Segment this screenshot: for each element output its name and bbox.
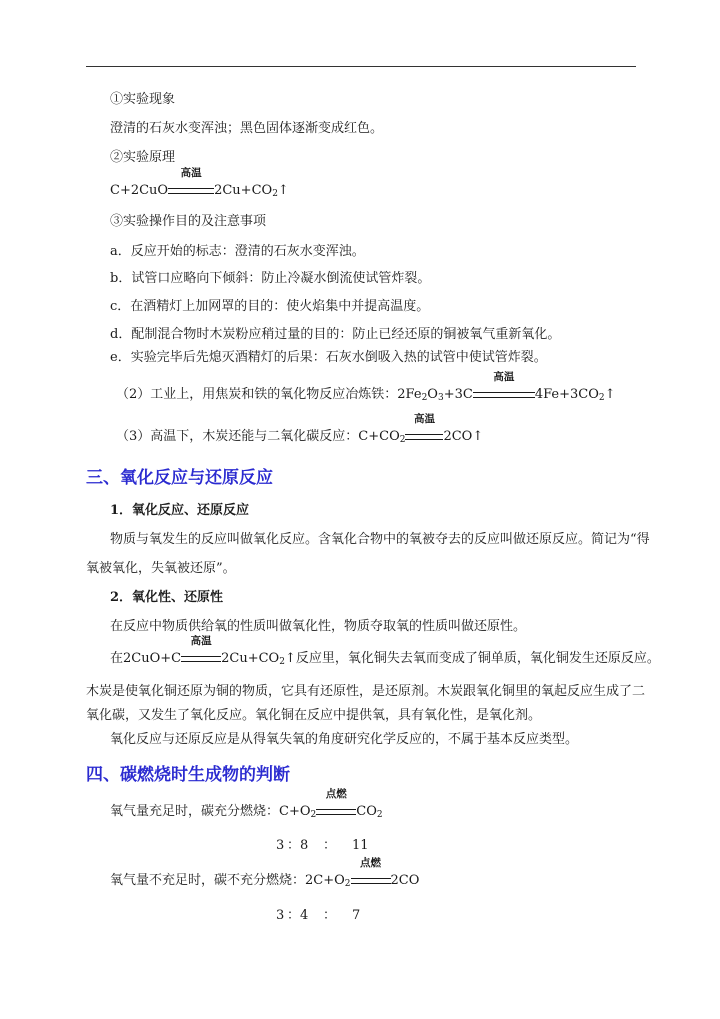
note-d: d．配制混合物时木炭粉应稍过量的目的：防止已经还原的铜被氧气重新氧化。 <box>110 327 561 342</box>
eq6-arrow <box>351 857 391 890</box>
item1-text: 澄清的石灰水变浑浊；黑色固体逐渐变成红色。 <box>110 121 384 136</box>
eq3-condition: 高温 <box>413 413 435 425</box>
paragraph-3: （3）高温下，木炭还能与二氧化碳反应：$C+CO_2$ 高温 2CO↑ <box>116 413 484 445</box>
note-a: a．反应开始的标志：澄清的石灰水变浑浊。 <box>110 244 365 259</box>
eq6-condition: 点燃 <box>360 857 382 869</box>
eq5-arrow <box>316 788 356 821</box>
eq4-condition: 高温 <box>190 635 212 647</box>
para1-line1: 物质与氧发生的反应叫做氧化反应。含氧化合物中的氧被夺去的反应叫做还原反应。简记为“得 <box>110 532 650 547</box>
eq3-arrow <box>405 413 443 446</box>
eq2-condition: 高温 <box>493 371 515 383</box>
eq1-right: $2Cu+CO_2↑$ <box>214 183 289 199</box>
section-3-heading: 三、氧化反应与还原反应 <box>86 468 273 488</box>
item3-title: ③实验操作目的及注意事项 <box>110 214 267 229</box>
item2-title: ②实验原理 <box>110 150 176 165</box>
eq4-arrow <box>181 635 221 668</box>
note-b: b．试管口应略向下倾斜：防止冷凝水倒流使试管炸裂。 <box>110 271 431 286</box>
para1-line2: 氧被氧化，失氧被还原”。 <box>86 561 236 576</box>
eq1-condition: 高温 <box>180 167 202 179</box>
equation-6-line: 氧气量不充足时，碳不充分燃烧：$2C+O_2$ 点燃 2CO <box>110 857 420 889</box>
eq1-left: C+2CuO <box>110 183 169 198</box>
equation-1 <box>110 167 289 200</box>
paragraph-2: （2）工业上，用焦炭和铁的氧化物反应冶炼铁：$2Fe_2O_3+3C$ 高温 $4Fe+3CO_2↑$ <box>116 371 616 403</box>
note-e: e．实验完毕后先熄灭酒精灯的后果：石灰水倒吸入热的试管中使试管炸裂。 <box>110 350 547 365</box>
eq5-condition: 点燃 <box>325 788 347 800</box>
note-c: c．在酒精灯上加网罩的目的：使火焰集中并提高温度。 <box>110 299 430 314</box>
subheading-1: 1．氧化反应、还原反应 <box>110 503 250 518</box>
item1-title: ①实验现象 <box>110 92 176 107</box>
section-4-heading: 四、碳燃烧时生成物的判断 <box>86 765 290 785</box>
para3-line2: 氧化碳，又发生了氧化反应。氧化铜在反应中提供氧，具有氧化性，是氧化剂。 <box>86 708 542 723</box>
eq1-arrow <box>168 167 214 200</box>
para2: 在反应中物质供给氧的性质叫做氧化性，物质夺取氧的性质叫做还原性。 <box>110 619 527 634</box>
para3-line1: 木炭是使氧化铜还原为铜的物质，它具有还原性，是还原剂。木炭跟氧化铜里的氧起反应生成了二 <box>86 684 646 699</box>
eq2-arrow <box>473 371 535 404</box>
equation-5-line: 氧气量充足时，碳充分燃烧：$C+O_2$ 点燃 $CO_2$ <box>110 788 383 820</box>
para4: 氧化反应与还原反应是从得氧失氧的角度研究化学反应的，不属于基本反应类型。 <box>110 732 579 747</box>
header-rule <box>86 66 636 67</box>
subheading-2: 2．氧化性、还原性 <box>110 590 224 605</box>
equation-4-line: 在2CuO+C 高温 $2Cu+CO_2↑$反应里，氧化铜失去氧而变成了铜单质，氧化铜发生还原反应。 <box>110 635 660 667</box>
